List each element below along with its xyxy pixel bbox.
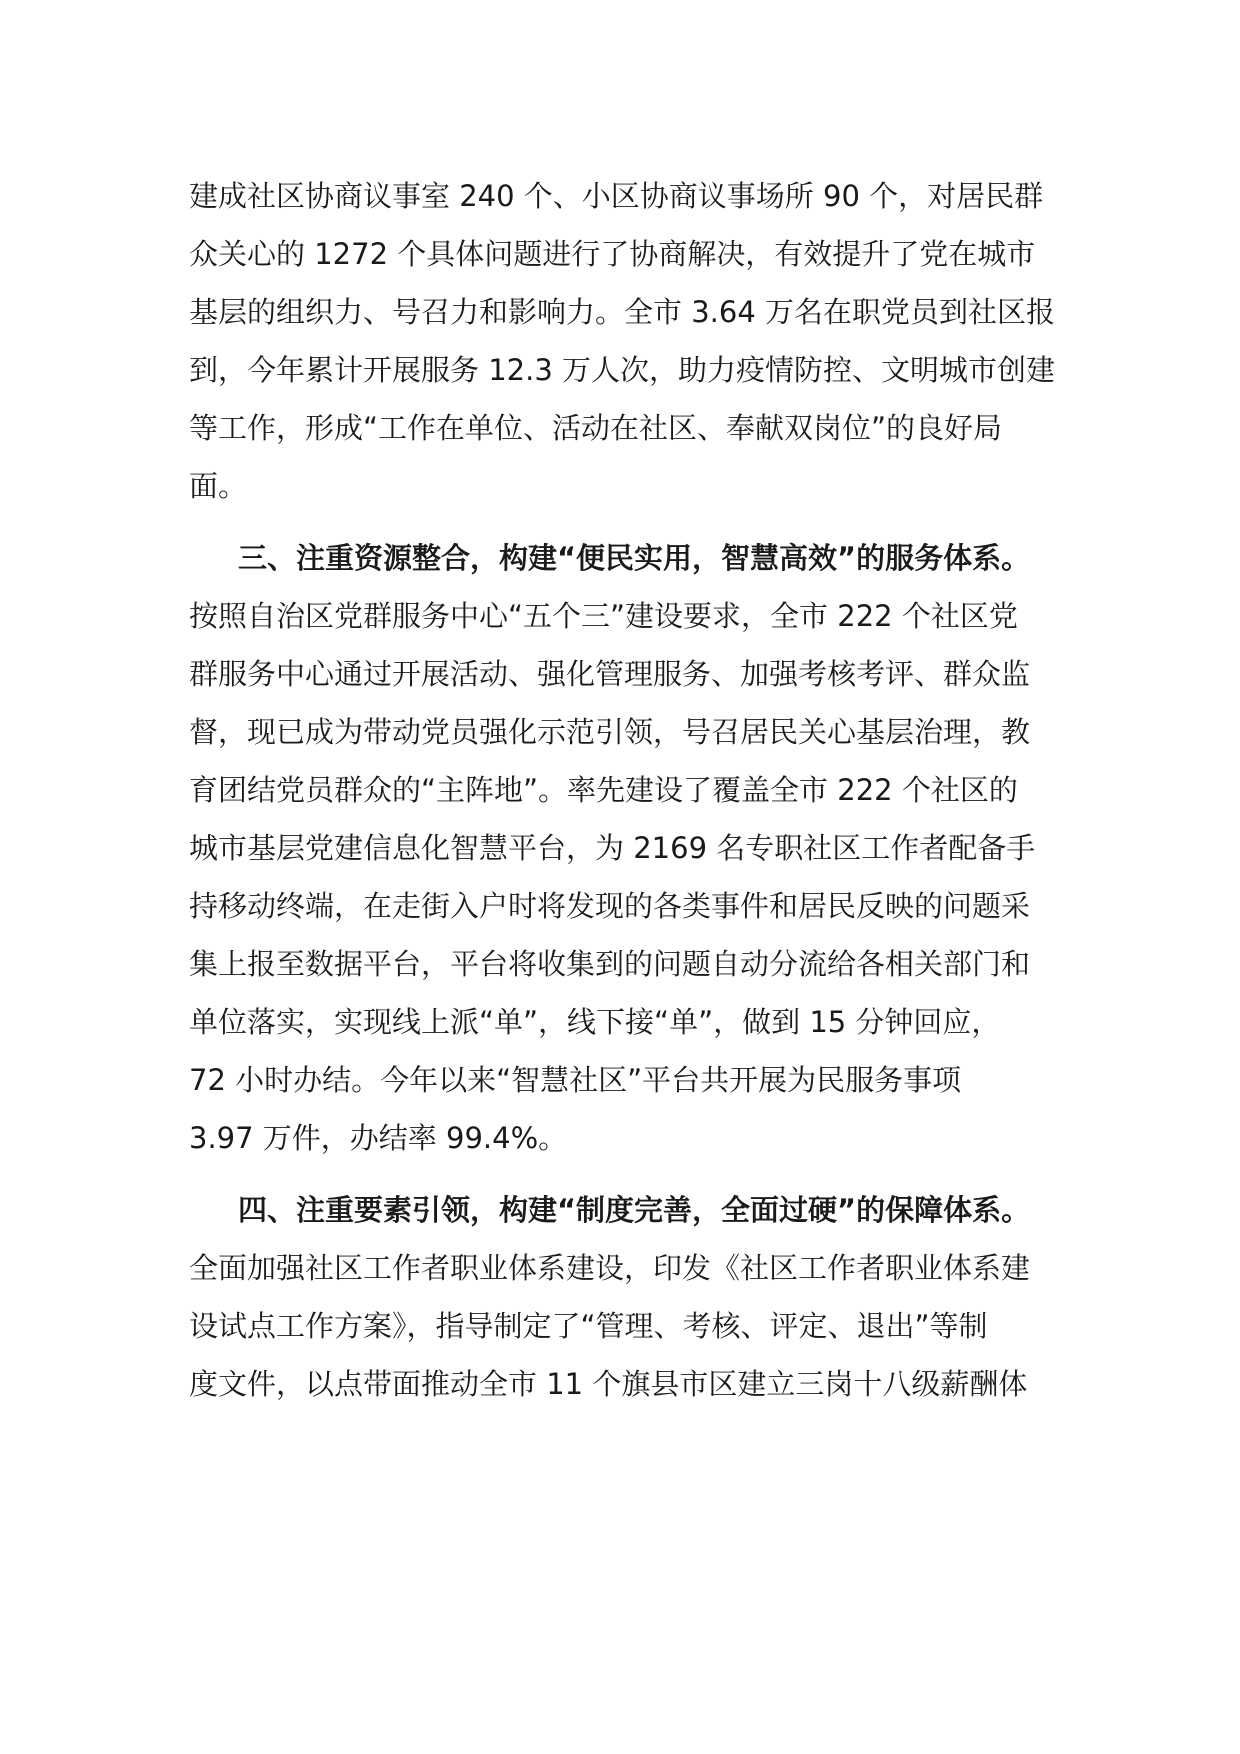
paragraph-1-line-1: 建成社区协商议事室 240 个、小区协商议事场所 90 个，对居民群 xyxy=(189,179,1044,213)
section-3-line-8: 单位落实，实现线上派“单”，线下接“单”，做到 15 分钟回应， xyxy=(189,1005,1001,1039)
section-3-line-2: 群服务中心通过开展活动、强化管理服务、加强考核考评、群众监 xyxy=(189,657,1031,691)
paragraph-1-line-4: 到，今年累计开展服务 12.3 万人次，助力疫情防控、文明城市创建 xyxy=(189,353,1056,387)
paragraph-1-line-6: 面。 xyxy=(189,469,248,503)
paragraph-1-line-2: 众关心的 1272 个具体问题进行了协商解决，有效提升了党在城市 xyxy=(189,237,1036,271)
section-3-line-6: 持移动终端，在走街入户时将发现的各类事件和居民反映的问题采 xyxy=(189,889,1031,923)
section-4-line-2: 设试点工作方案》，指导制定了“管理、考核、评定、退出”等制 xyxy=(189,1309,988,1343)
section-3-heading: 三、注重资源整合，构建“便民实用，智慧高效”的服务体系。 xyxy=(238,541,1031,575)
paragraph-1-line-5: 等工作，形成“工作在单位、活动在社区、奉献双岗位”的良好局 xyxy=(189,411,1003,445)
section-3-line-4: 育团结党员群众的“主阵地”。率先建设了覆盖全市 222 个社区的 xyxy=(189,773,1018,807)
section-4-line-3: 度文件，以点带面推动全市 11 个旗县市区建立三岗十八级薪酬体 xyxy=(189,1367,1028,1401)
section-4-heading: 四、注重要素引领，构建“制度完善，全面过硬”的保障体系。 xyxy=(238,1193,1031,1227)
section-3-line-9: 72 小时办结。今年以来“智慧社区”平台共开展为民服务事项 xyxy=(189,1063,962,1097)
section-3-line-7: 集上报至数据平台，平台将收集到的问题自动分流给各相关部门和 xyxy=(189,947,1031,981)
paragraph-1-line-3: 基层的组织力、号召力和影响力。全市 3.64 万名在职党员到社区报 xyxy=(189,295,1056,329)
section-3-line-3: 督，现已成为带动党员强化示范引领，号召居民关心基层治理，教 xyxy=(189,715,1031,749)
section-4-line-1: 全面加强社区工作者职业体系建设，印发《社区工作者职业体系建 xyxy=(189,1251,1031,1285)
section-3-line-5: 城市基层党建信息化智慧平台，为 2169 名专职社区工作者配备手 xyxy=(189,831,1036,865)
section-3-line-1: 按照自治区党群服务中心“五个三”建设要求，全市 222 个社区党 xyxy=(189,599,1018,633)
section-3-line-10: 3.97 万件，办结率 99.4%。 xyxy=(189,1121,568,1155)
